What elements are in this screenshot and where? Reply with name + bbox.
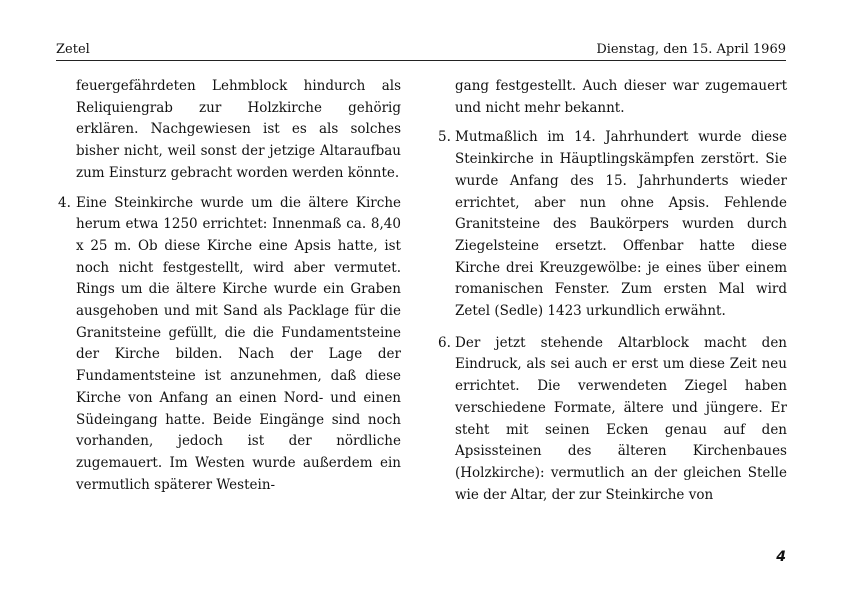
page-number: 4: [776, 549, 786, 565]
running-header: [56, 40, 786, 61]
list-item-text: Der jetzt stehende Altarblock macht den Eindruck, als sei auch er erst um diese Zeit neu errichtet. Die verwendeten Ziegel haben verschiedene Formate, ältere und jüngere. Er steht mit seinen Ecken genau auf den Apsissteinen des älteren Kirchenbaues (Holzkirche): vermutlich an der gleichen Stelle wie der Altar, der zur Steinkirche von: [455, 334, 787, 503]
list-item-4: [58, 193, 401, 497]
list-number: 5.: [438, 129, 451, 146]
text-column-right: [438, 76, 787, 516]
list-item-text: Eine Steinkirche wurde um die ältere Kirche herum etwa 1250 errichtet: Innenmaß ca. 8,40 x 25 m. Ob diese Kirche eine Apsis hatte, ist noch nicht festgestellt, wird aber vermutet. Rings um die ältere Kirche wurde ein Graben ausgehoben und mit Sand als Packlage für die Granitsteine gefüllt, die die Fundamentsteine der Kirche bilden. Nach der Lage der Fundamentsteine ist anzunehmen, daß diese Kirche von Anfang an einen Nord- und einen Südeingang hatte. Beide Eingänge sind noch vorhanden, jedoch ist der nördliche zugemauert. Im Westen wurde außerdem ein vermutlich späterer Westein-: [76, 194, 401, 493]
list-number: 4.: [58, 194, 71, 211]
text-column-left: [58, 76, 401, 506]
paragraph-continuation: feuergefährdeten Lehmblock hindurch als Reliquiengrab zur Holzkirche gehörig erklären. Nachgewiesen ist es als solches bisher nicht, weil sonst der jetzige Altaraufbau zum Einsturz gebracht worden werden könnte.: [76, 78, 401, 181]
paragraph-continuation: gang festgestellt. Auch dieser war zugemauert und nicht mehr bekannt.: [455, 78, 787, 116]
list-item-6: [438, 333, 787, 507]
list-item-text: Mutmaßlich im 14. Jahrhundert wurde diese Steinkirche in Häuptlingskämpfen zerstört. Sie wurde Anfang des 15. Jahrhunderts wieder errichtet, aber nun ohne Apsis. Fehlende Granitsteine des Baukörpers wurden durch Ziegelsteine ersetzt. Offenbar hatte diese Kirche drei Kreuzgewölbe: je eines über einem romanischen Fenster. Zum ersten Mal wird Zetel (Sedle) 1423 urkundlich erwähnt.: [455, 129, 787, 320]
list-number: 6.: [438, 334, 451, 351]
header-place: Zetel: [56, 42, 90, 57]
list-item-5: [438, 127, 787, 322]
header-date: Dienstag, den 15. April 1969: [596, 42, 786, 57]
